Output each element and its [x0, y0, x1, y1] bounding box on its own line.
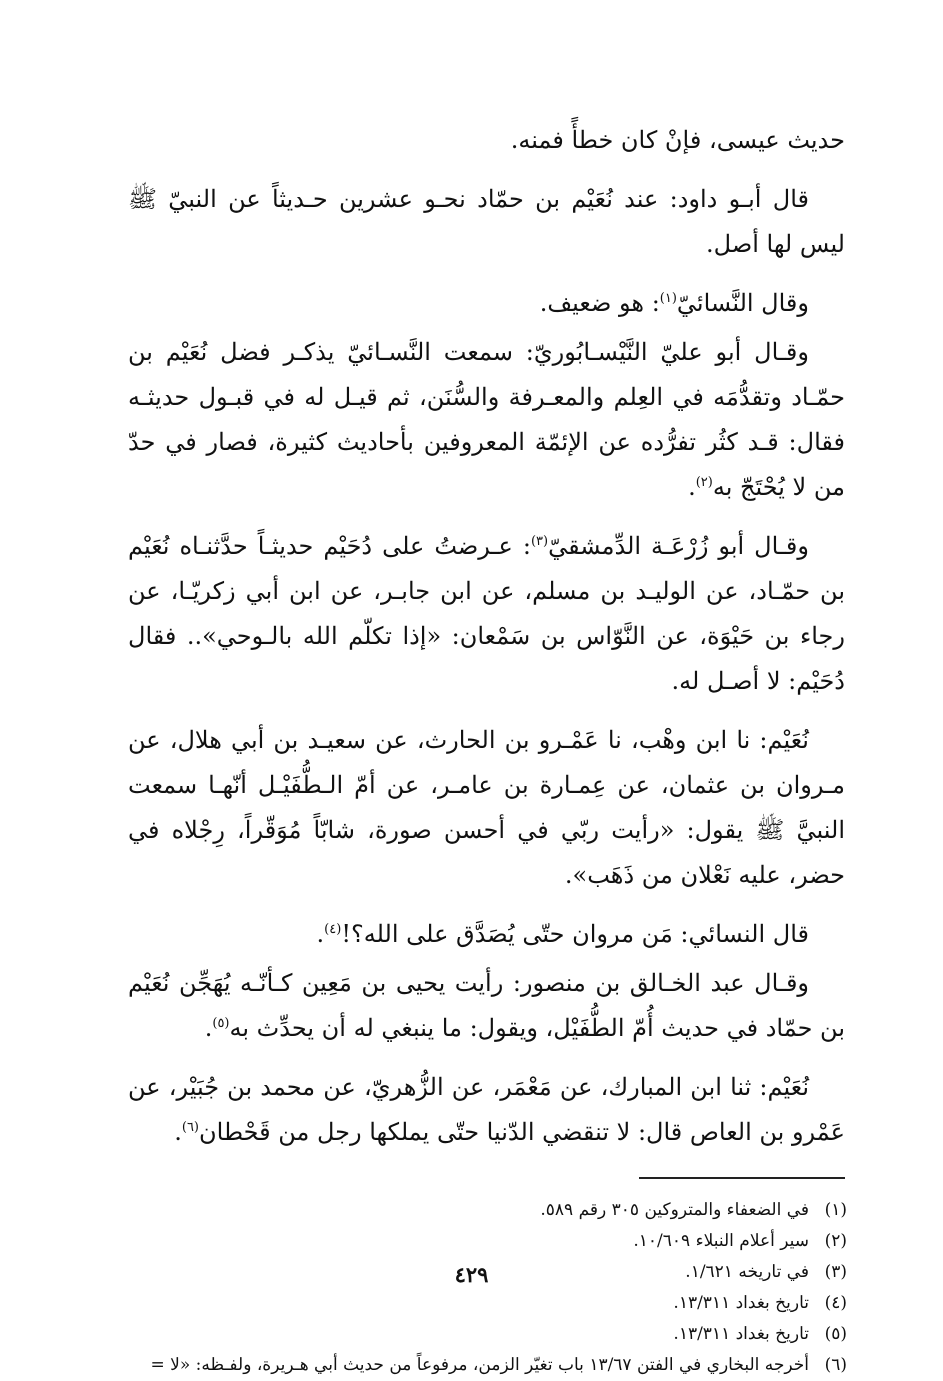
paragraph-3 — [128, 281, 845, 326]
footnote-number: (٥) — [824, 1324, 847, 1344]
paragraph-6 — [128, 718, 845, 898]
footnote-text: تاريخ بغداد ١٣/٣١١. — [673, 1324, 809, 1344]
paragraph-7 — [128, 912, 845, 957]
footnote-2 — [128, 1226, 847, 1257]
footnote-ref: (٤) — [324, 922, 342, 937]
paragraph-9 — [128, 1065, 845, 1155]
paragraph-text: قال النسائي: مَن مروان حتّى يُصَدَّق على الله؟! — [341, 920, 809, 948]
paragraph-tail: . — [316, 920, 325, 948]
footnote-ref: (١) — [659, 291, 677, 306]
footnote-number: (١) — [824, 1200, 847, 1220]
paragraph-tail: : هو ضعيف. — [539, 289, 660, 317]
footnote-5 — [128, 1319, 847, 1350]
footnote-4 — [128, 1288, 847, 1319]
footnote-text: تاريخ بغداد ١٣/٣١١. — [673, 1293, 809, 1313]
paragraph-text: نُعَيْم: ثنا ابن المبارك، عن مَعْمَر، عن الزُّهريّ، عن محمد بن جُبَيْر، عن عَمْرو بن العاص قال: لا تنقضي الدّنيا حتّى يملكها رجل من قَحْطان — [128, 1073, 845, 1146]
paragraph-text: وقال النَّسائيّ — [676, 289, 809, 317]
main-text — [128, 118, 845, 1155]
paragraph-text: وقـال عبد الخـالق بن منصور: رأيت يحيى بن مَعِين كـأنّـه يُهَجِّن نُعَيْم بن حمّاد في حديث أُمّ الطُّفَيْل، ويقول: ما ينبغي له أن يحدِّث به — [128, 969, 845, 1042]
footnote-text: أخرجه البخاري في الفتن ١٣/٦٧ باب تغيّر الزمن، مرفوعاً من حديث أبي هـريرة، ولفـظه: «لا = — [150, 1355, 809, 1375]
paragraph-tail: : عـرضتُ على دُحَيْم حديثـاً حدَّثنـاه نُعَيْم بن حمّـاد، عن الوليـد بن مسلم، عن ابن جابـر، عن ابن أبي زكريّـا، عن رجاء بن حَيْوَة، عن النَّوّاس بن سَمْعان: «إذا تكلّم الله بالـوحي».. فقال دُحَيْم: لا أصـل له. — [128, 532, 845, 695]
paragraph-text: وقـال أبو عليّ النَّيْسـابُوريّ: سمعت النَّسـائيّ يذكـر فضل نُعَيْم بن حمّـاد وتقدُّمَه في العِلم والمعـرفة والسُّنَن، ثم قيـل له في قبـول حديثـه فقال: قـد كثُر تفرُّده عن الإئمّة المعروفين بأحاديث كثيرة، فصار في حدّ من لا يُحْتَجّ به — [128, 338, 845, 501]
footnote-ref: (٥) — [212, 1016, 230, 1031]
paragraph-text: قال أبـو داود: عند نُعَيْم بن حمّاد نحـو عشرين حـديثاً عن النبيّ ﷺ ليس لها أصل. — [128, 185, 845, 258]
footnote-ref: (٢) — [695, 475, 713, 490]
footnote-6 — [128, 1350, 847, 1381]
paragraph-tail: . — [688, 473, 696, 501]
footnote-text: في تاريخه ١/٦٢١. — [685, 1262, 809, 1282]
footnote-number: (٢) — [824, 1231, 847, 1251]
paragraph-2 — [128, 177, 845, 267]
page-number: ٤٢٩ — [454, 1262, 489, 1287]
footnote-number: (٣) — [824, 1262, 847, 1282]
footnote-number: (٦) — [824, 1355, 847, 1375]
paragraph-5 — [128, 524, 845, 704]
paragraph-tail: . — [204, 1014, 213, 1042]
paragraph-8 — [128, 961, 845, 1051]
footnote-number: (٤) — [824, 1293, 847, 1313]
paragraph-tail: . — [174, 1118, 182, 1146]
footnotes — [128, 1195, 847, 1381]
paragraph-4 — [128, 330, 845, 510]
footnote-divider — [639, 1177, 845, 1179]
footnote-text: سير أعلام النبلاء ١٠/٦٠٩. — [633, 1231, 809, 1251]
footnote-ref: (٣) — [530, 534, 549, 549]
footnote-1 — [128, 1195, 847, 1226]
paragraph-1 — [128, 118, 845, 163]
footnote-ref: (٦) — [181, 1120, 199, 1135]
footnote-text: في الضعفاء والمتروكين ٣٠٥ رقم ٥٨٩. — [540, 1200, 809, 1220]
paragraph-text: وقـال أبو زُرْعَـة الدِّمشقيّ — [548, 532, 809, 560]
paragraph-text: نُعَيْم: نا ابن وهْب، نا عَمْـرو بن الحارث، عن سعيـد بن أبي هلال، عن مـروان بن عثمان، عن عِمـارة بن عامـر، عن أمّ الـطُّفَيْـل أنّهـا سمعت النبيَّ ﷺ يقول: «رأيت ربّي في أحسن صورة، شابّاً مُوَقّراً، رِجْلاه في حضر، عليه نَعْلان من ذَهَب». — [128, 726, 845, 889]
paragraph-text: حديث عيسى، فإنْ كان خطأً فمنه. — [510, 126, 845, 154]
